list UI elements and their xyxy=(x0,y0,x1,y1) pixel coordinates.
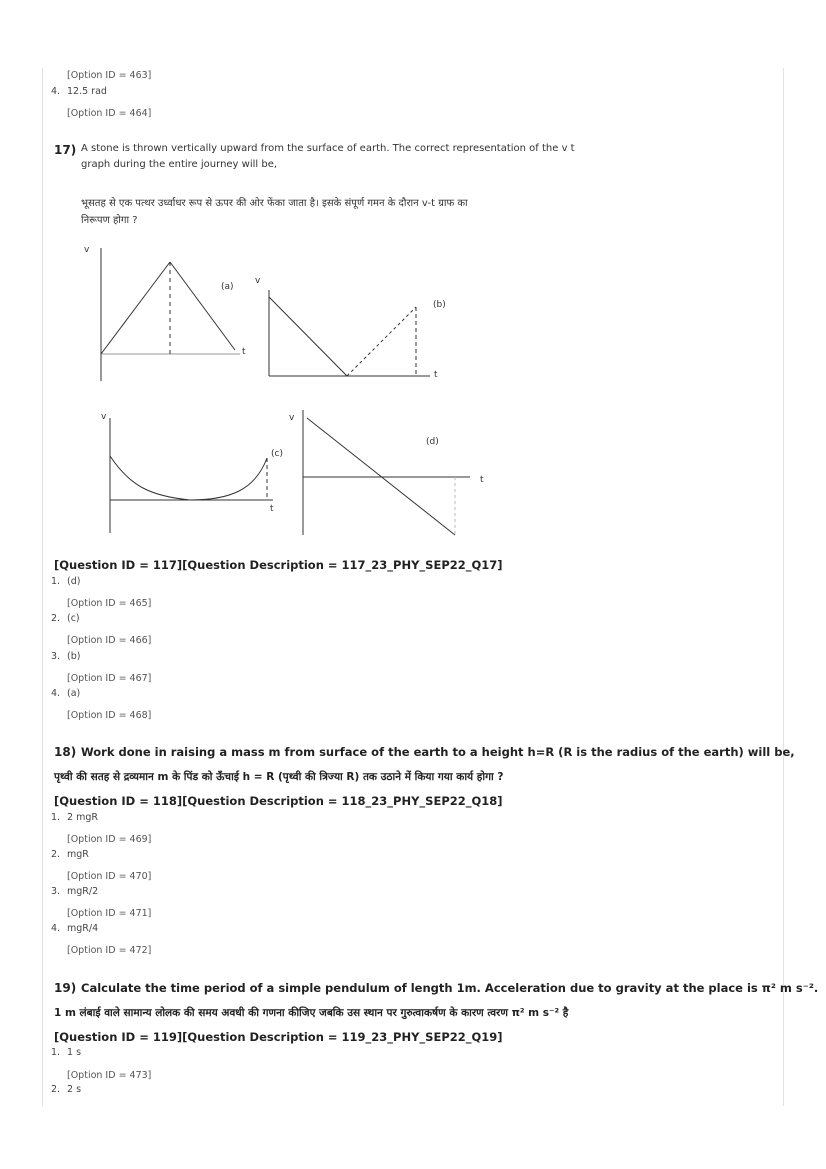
option-id: [Option ID = 466] xyxy=(67,635,152,646)
option-number: 2. xyxy=(51,849,61,860)
graph-t-label: t xyxy=(242,347,246,357)
graph-tag: (d) xyxy=(426,437,439,447)
question-text: graph during the entire journey will be, xyxy=(81,159,278,170)
option-id: [Option ID = 473] xyxy=(67,1070,152,1081)
option-id: [Option ID = 470] xyxy=(67,871,152,882)
option-text: mgR/2 xyxy=(67,886,99,897)
option-number: 2. xyxy=(51,613,61,624)
question-meta: [Question ID = 117][Question Description = 117_23_PHY_SEP22_Q17] xyxy=(54,558,503,572)
question-text-hindi: भूसतह से एक पत्थर उर्ध्वाधर रूप से ऊपर की ओर फेंका जाता है। इसके संपूर्ण गमन के दौरान v-t ग्राफ का xyxy=(81,198,468,209)
question-number: 17) xyxy=(54,143,77,157)
question-text: Calculate the time period of a simple pendulum of length 1m. Acceleration due to gravity at the place is π² m s⁻². xyxy=(81,981,819,995)
option-id: [Option ID = 464] xyxy=(67,108,152,119)
question-text-hindi: 1 m लंबाई वाले सामान्य लोलक की समय अवधी की गणना कीजिए जबकि उस स्थान पर गुरुत्वाकर्षण के कारण त्वरण π² m s⁻² है xyxy=(54,1007,569,1019)
right-page-rule xyxy=(783,68,784,1106)
option-number: 3. xyxy=(51,651,61,662)
option-id: [Option ID = 465] xyxy=(67,598,152,609)
question-number: 18) xyxy=(54,745,77,759)
question-meta: [Question ID = 119][Question Description = 119_23_PHY_SEP22_Q19] xyxy=(54,1030,503,1044)
option-text: 12.5 rad xyxy=(67,86,107,97)
option-text: mgR xyxy=(67,849,89,860)
graph-c xyxy=(95,400,295,540)
option-text: mgR/4 xyxy=(67,923,99,934)
option-text: (a) xyxy=(67,688,81,699)
graph-t-label: t xyxy=(480,475,484,485)
option-id: [Option ID = 469] xyxy=(67,834,152,845)
option-id: [Option ID = 472] xyxy=(67,945,152,956)
question-meta: [Question ID = 118][Question Description = 118_23_PHY_SEP22_Q18] xyxy=(54,794,503,808)
option-number: 1. xyxy=(51,576,61,587)
option-text: 2 s xyxy=(67,1084,82,1095)
left-page-rule xyxy=(42,68,43,1106)
graph-v-label: v xyxy=(84,245,90,255)
option-number: 4. xyxy=(51,923,61,934)
graph-d xyxy=(285,400,500,540)
option-id: [Option ID = 468] xyxy=(67,710,152,721)
question-text: A stone is thrown vertically upward from the surface of earth. The correct representation of the v t xyxy=(81,143,575,154)
graph-tag: (a) xyxy=(221,282,234,292)
option-id: [Option ID = 471] xyxy=(67,908,152,919)
question-text: Work done in raising a mass m from surface of the earth to a height h=R (R is the radius of the earth) will be, xyxy=(81,745,795,759)
option-number: 1. xyxy=(51,1047,61,1058)
graph-tag: (b) xyxy=(433,300,446,310)
question-number: 19) xyxy=(54,981,77,995)
option-text: 1 s xyxy=(67,1047,82,1058)
option-number: 4. xyxy=(51,86,61,97)
graph-t-label: t xyxy=(270,504,274,514)
graph-b xyxy=(250,270,450,382)
graph-tag: (c) xyxy=(271,449,283,459)
option-number: 3. xyxy=(51,886,61,897)
graph-v-label: v xyxy=(101,412,107,422)
question-text-hindi: पृथ्वी की सतह से द्रव्यमान m के पिंड को ऊँचाई h = R (पृथ्वी की त्रिज्या R) तक उठाने में किया गया कार्य होगा ? xyxy=(54,771,504,783)
option-id: [Option ID = 463] xyxy=(67,70,152,81)
option-text: (c) xyxy=(67,613,80,624)
graph-v-label: v xyxy=(289,413,295,423)
graph-a xyxy=(80,240,260,385)
option-text: (d) xyxy=(67,576,81,587)
option-number: 4. xyxy=(51,688,61,699)
graph-t-label: t xyxy=(434,370,438,380)
graph-v-label: v xyxy=(255,276,261,286)
option-number: 1. xyxy=(51,812,61,823)
option-id: [Option ID = 467] xyxy=(67,673,152,684)
option-text: 2 mgR xyxy=(67,812,98,823)
option-text: (b) xyxy=(67,651,81,662)
option-number: 2. xyxy=(51,1084,61,1095)
question-text-hindi: निरूपण होगा ? xyxy=(81,215,138,226)
